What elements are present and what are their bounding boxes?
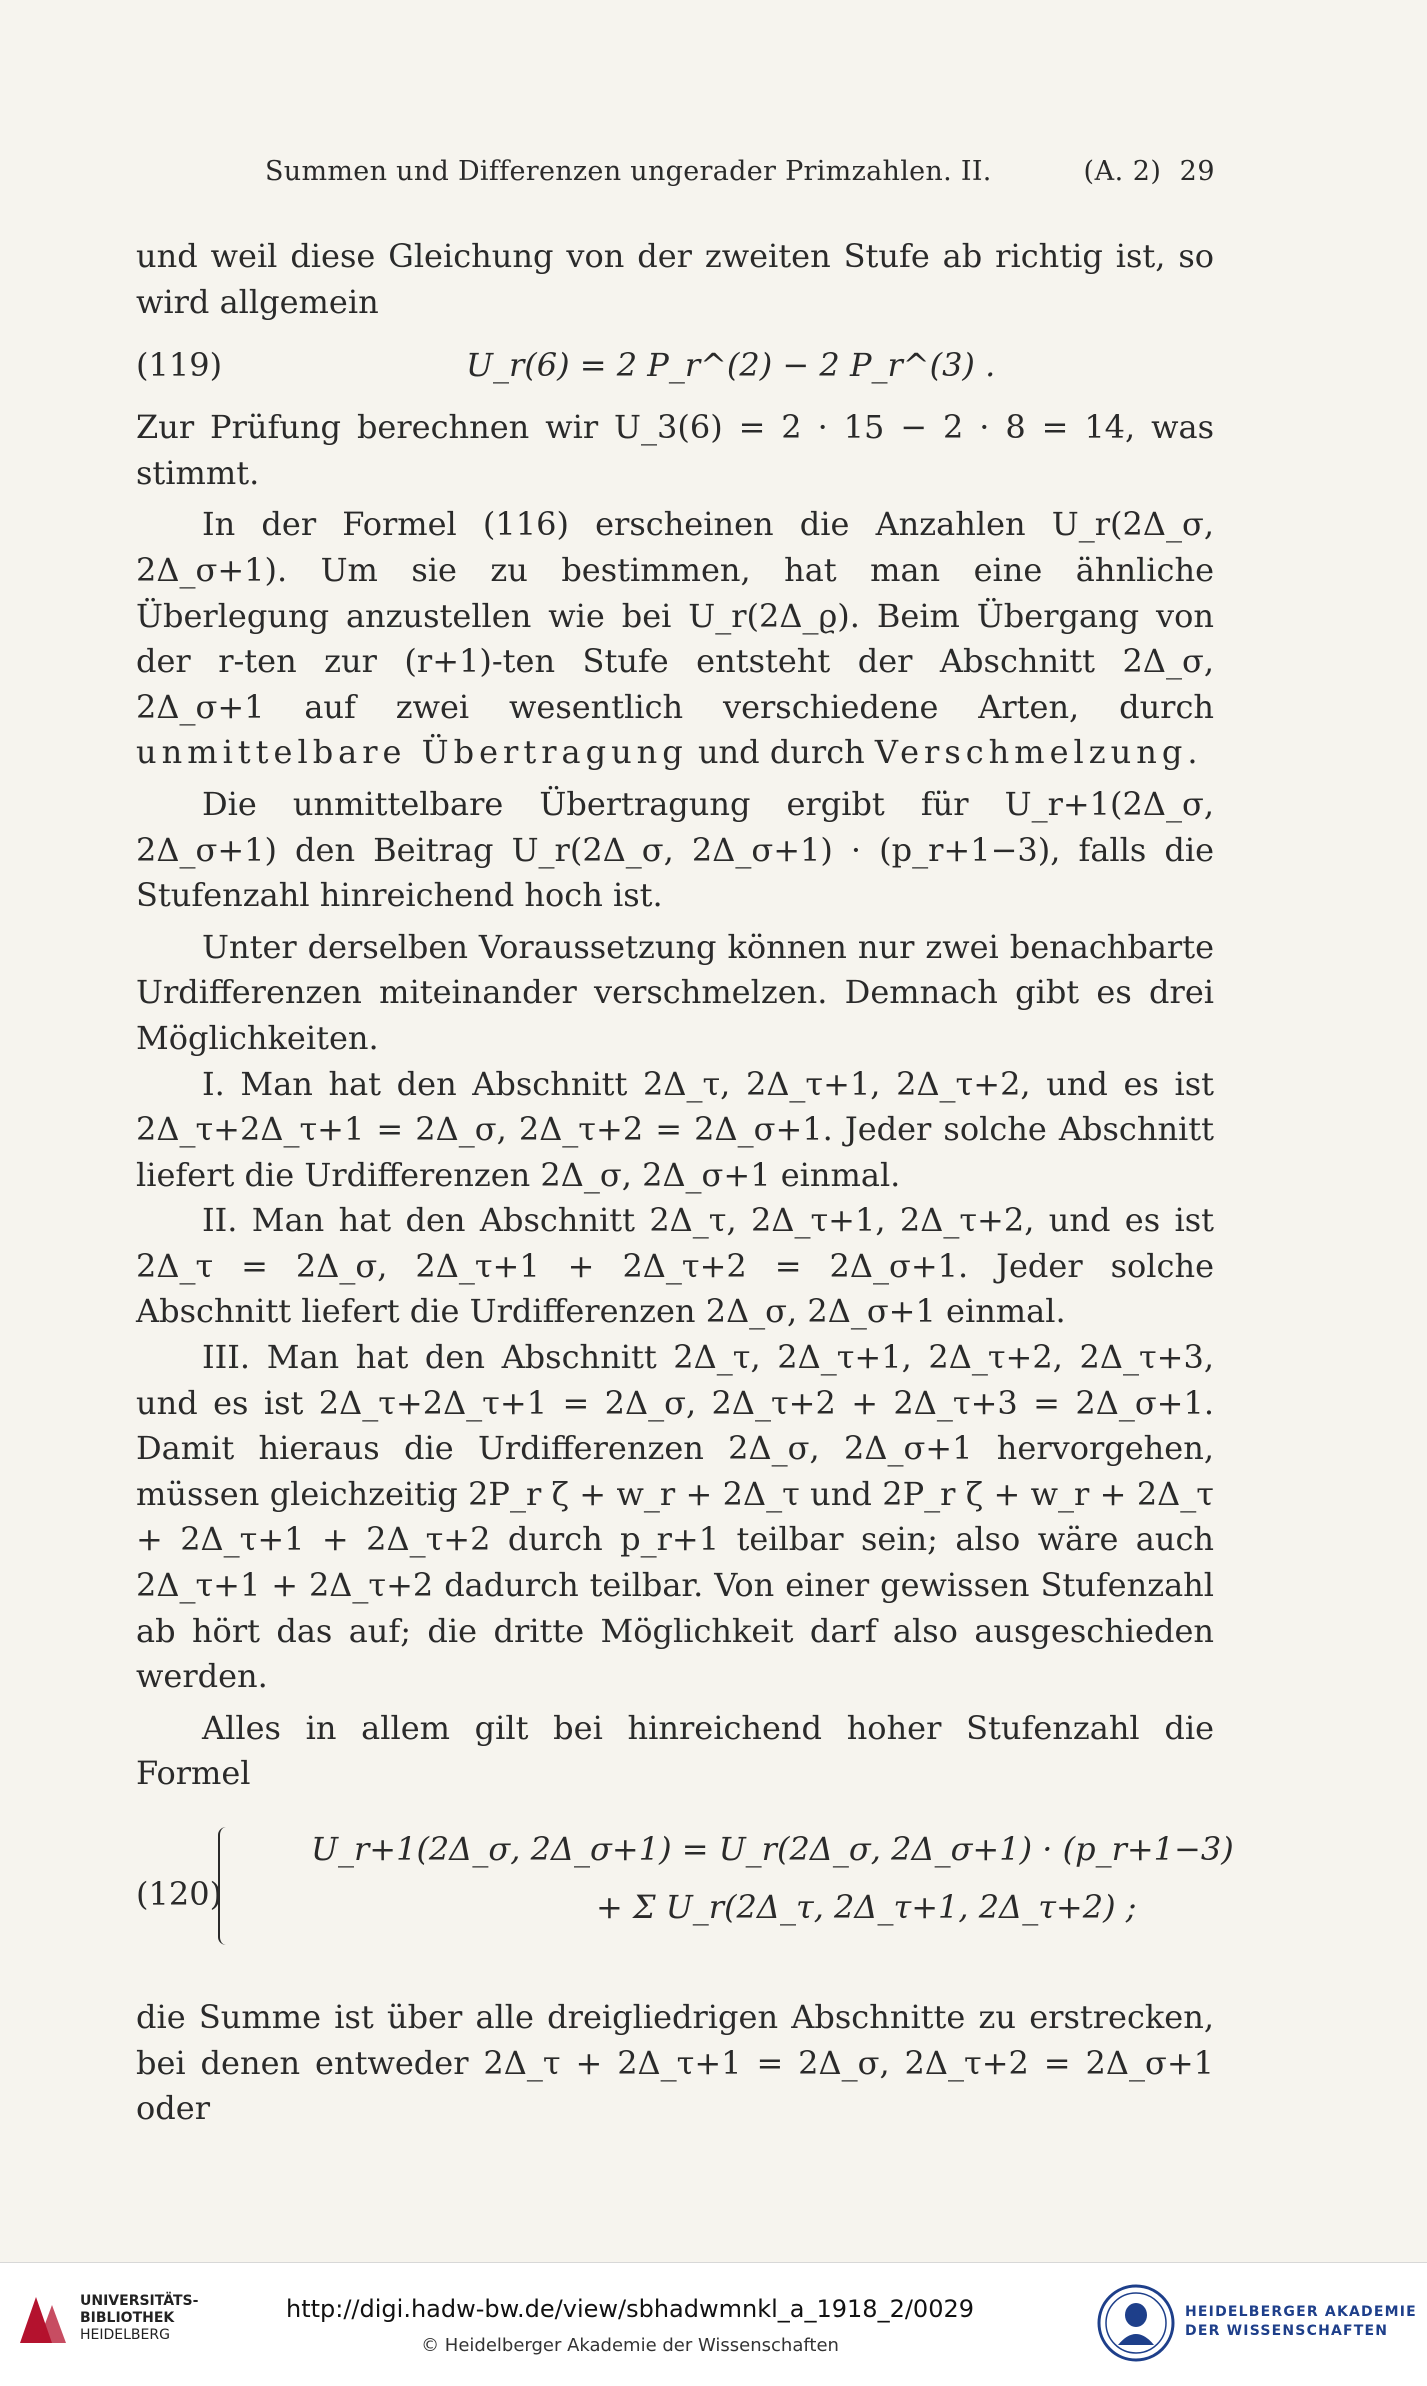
- academy-name: [1185, 2303, 1417, 2341]
- paragraph-2: Zur Prüfung berechnen wir U_3(6) = 2 · 15 − 2 · 8 = 14, was stimmt.: [136, 408, 1214, 492]
- equation-number-119: (119): [136, 346, 223, 385]
- equation-119-formula: U_r(6) = 2 P_r^(2) − 2 P_r^(3) .: [466, 346, 996, 385]
- emphasis-verschmelzung: Verschmelzung: [874, 733, 1188, 772]
- paragraph-7: II. Man hat den Abschnitt 2Δ_τ, 2Δ_τ+1, 2Δ_τ+2, und es ist 2Δ_τ = 2Δ_σ, 2Δ_τ+1 + 2Δ_τ+2 = 2Δ_σ+1. Jeder solche Abschnitt liefert die Urdifferenzen 2Δ_σ, 2Δ_σ+1 einmal.: [136, 1201, 1214, 1331]
- library-line-3: HEIDELBERG: [80, 2327, 170, 2343]
- page-number: 29: [1179, 156, 1215, 187]
- equation-number-120: (120): [136, 1875, 223, 1913]
- body-text: [136, 234, 1234, 2132]
- footer: [0, 2262, 1427, 2386]
- running-head: [265, 156, 1215, 187]
- academy-line-1: HEIDELBERGER AKADEMIE: [1185, 2304, 1417, 2320]
- paragraph-3: [136, 502, 1214, 776]
- running-head-title: Summen und Differenzen ungerader Primzahlen. II.: [265, 156, 992, 187]
- library-line-1: UNIVERSITÄTS-: [80, 2293, 199, 2309]
- library-line-2: BIBLIOTHEK: [80, 2310, 175, 2326]
- paragraph-1: und weil diese Gleichung von der zweiten Stufe ab richtig ist, so wird allgemein: [136, 237, 1214, 321]
- paragraph-5: Unter derselben Voraussetzung können nur zwei benachbarte Urdifferenzen miteinander verschmelzen. Demnach gibt es drei Möglichkeiten.: [136, 927, 1214, 1057]
- equation-120-line-2: + Σ U_r(2Δ_τ, 2Δ_τ+1, 2Δ_τ+2) ;: [596, 1888, 1137, 1926]
- university-library-name: [80, 2293, 198, 2344]
- running-head-right: [1084, 156, 1215, 187]
- equation-120: [136, 1817, 1234, 1977]
- paragraph-3-text-a: In der Formel (116) erscheinen die Anzahlen U_r(2Δ_σ, 2Δ_σ+1). Um sie zu bestimmen, hat man eine ähnliche Überlegung anzustellen wie bei U_r(2Δ_ϱ). Beim Übergang von der r-ten zur (r+1)-ten Stufe entsteht der Abschnitt 2Δ_σ, 2Δ_σ+1 auf zwei wesentlich verschiedene Arten, durch: [136, 505, 1214, 726]
- emphasis-unmittelbare-uebertragung: unmittelbare Übertragung: [136, 733, 688, 772]
- paragraph-4: Die unmittelbare Übertragung ergibt für U_r+1(2Δ_σ, 2Δ_σ+1) den Beitrag U_r(2Δ_σ, 2Δ_σ+1) · (p_r+1−3), falls die Stufenzahl hinreichend hoch ist.: [136, 784, 1214, 915]
- paragraph-8: III. Man hat den Abschnitt 2Δ_τ, 2Δ_τ+1, 2Δ_τ+2, 2Δ_τ+3, und es ist 2Δ_τ+2Δ_τ+1 = 2Δ_σ, 2Δ_τ+2 + 2Δ_τ+3 = 2Δ_σ+1. Damit hieraus die Urdifferenzen 2Δ_σ, 2Δ_σ+1 hervorgehen, müssen gleichzeitig 2P_r ζ + w_r + 2Δ_τ und 2P_r ζ + w_r + 2Δ_τ + 2Δ_τ+1 + 2Δ_τ+2 durch p_r+1 teilbar sein; also wäre auch 2Δ_τ+1 + 2Δ_τ+2 dadurch teilbar. Von einer gewissen Stufenzahl ab hört das auf; die dritte Möglichkeit darf also ausgeschieden werden.: [136, 1338, 1214, 1696]
- academy-seal-icon: [1096, 2283, 1176, 2363]
- university-library-logo-icon: [14, 2291, 72, 2349]
- paragraph-10: die Summe ist über alle dreigliedrigen Abschnitte zu erstrecken, bei denen entweder 2Δ_τ + 2Δ_τ+1 = 2Δ_σ, 2Δ_τ+2 = 2Δ_σ+1 oder: [136, 1998, 1214, 2128]
- equation-119: [136, 325, 1214, 405]
- paragraph-6: I. Man hat den Abschnitt 2Δ_τ, 2Δ_τ+1, 2Δ_τ+2, und es ist 2Δ_τ+2Δ_τ+1 = 2Δ_σ, 2Δ_τ+2 = 2Δ_σ+1. Jeder solche Abschnitt liefert die Urdifferenzen 2Δ_σ, 2Δ_σ+1 einmal.: [136, 1064, 1214, 1194]
- equation-120-line-1: U_r+1(2Δ_σ, 2Δ_σ+1) = U_r(2Δ_σ, 2Δ_σ+1) · (p_r+1−3): [311, 1830, 1234, 1868]
- section-marker: (A. 2): [1083, 156, 1162, 187]
- academy-line-2: DER WISSENSCHAFTEN: [1185, 2323, 1389, 2339]
- paragraph-3-text-e: .: [1187, 733, 1198, 772]
- source-url-link[interactable]: http://digi.hadw-bw.de/view/sbhadwmnkl_a_1918_2/0029: [285, 2295, 975, 2323]
- copyright-notice: © Heidelberger Akademie der Wissenschaften: [421, 2335, 839, 2356]
- paragraph-9: Alles in allem gilt bei hinreichend hoher Stufenzahl die Formel: [136, 1708, 1214, 1793]
- brace-icon: [218, 1827, 236, 1945]
- paragraph-3-text-c: und durch: [697, 733, 865, 772]
